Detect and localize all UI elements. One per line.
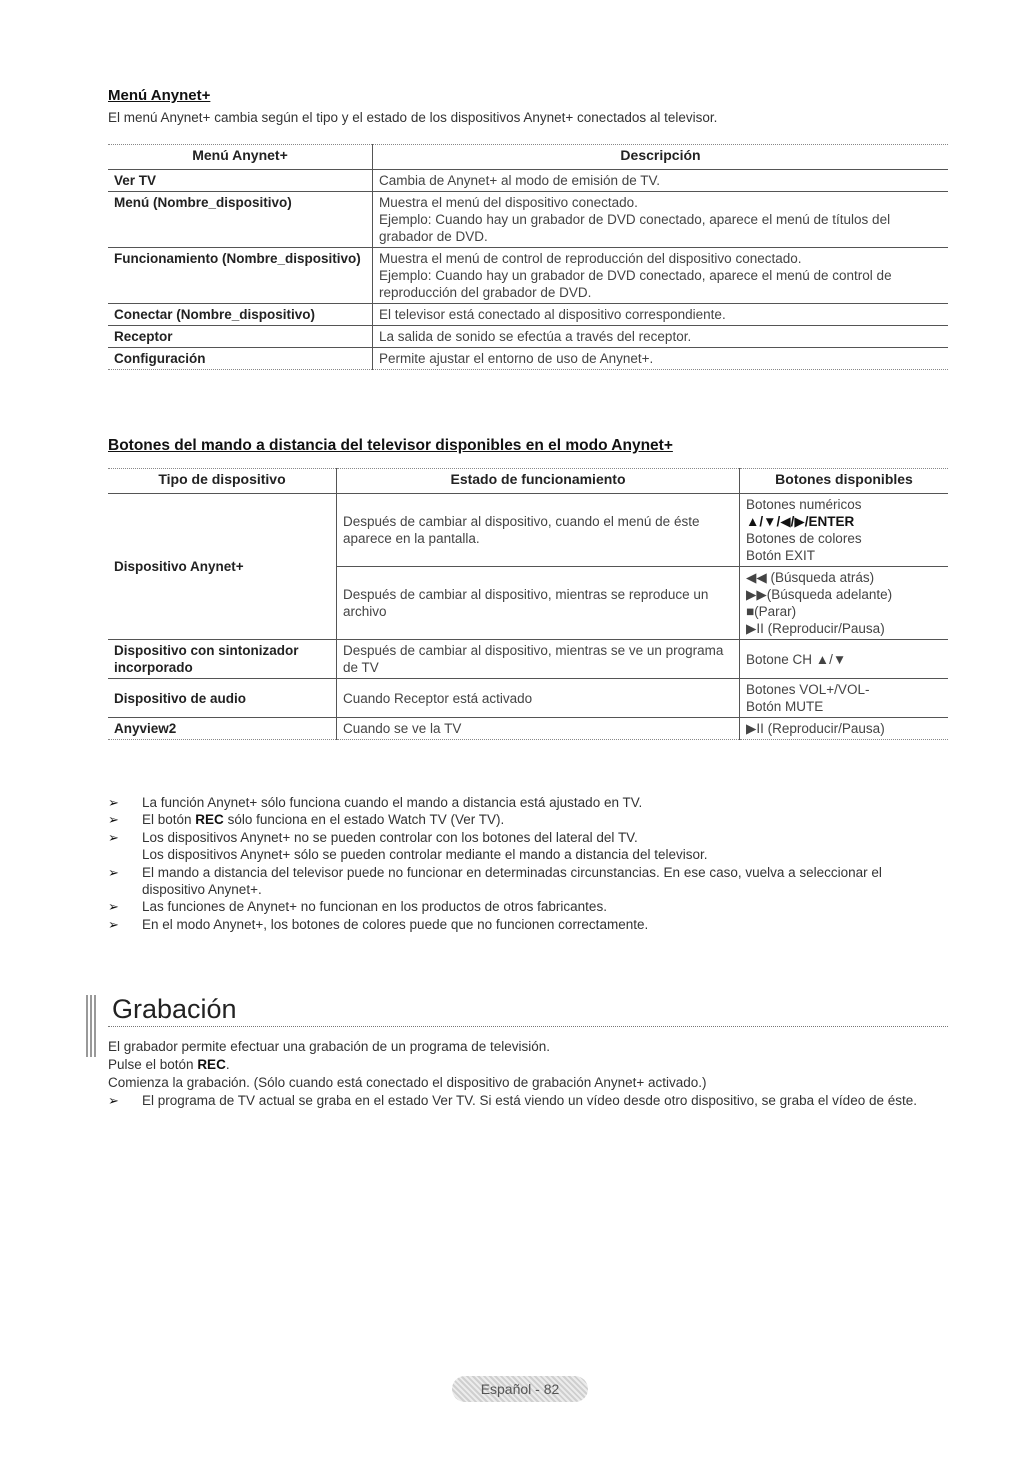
menu-item-description (373, 248, 949, 304)
table-row (108, 326, 948, 348)
col-header-menu: Menú Anynet+ (108, 145, 373, 170)
menu-item-description (373, 192, 949, 248)
table-row (108, 494, 948, 567)
menu-item-description (373, 304, 949, 326)
rec-label: REC (197, 1057, 226, 1072)
button-entry: Botones VOL+/VOL- (746, 682, 870, 697)
table-row (108, 304, 948, 326)
recording-body (108, 1038, 938, 1109)
menu-item-name: Configuración (108, 348, 373, 370)
col-header-buttons: Botones disponibles (740, 469, 949, 494)
button-entry: ▲/▼/◀/▶/ENTER (746, 514, 855, 529)
remote-buttons-table (108, 468, 948, 740)
description-line: Muestra el menú de control de reproducción del dispositivo conectado. (379, 251, 802, 266)
button-entry: ■(Parar) (746, 604, 797, 619)
buttons-section-title: Botones del mando a distancia del televisor disponibles en el modo Anynet+ (108, 437, 673, 454)
menu-section-title: Menú Anynet+ (108, 87, 211, 104)
button-entry: ◀◀ (Búsqueda atrás) (746, 570, 875, 585)
recording-title: Grabación (112, 994, 237, 1024)
menu-item-name: Conectar (Nombre_dispositivo) (108, 304, 373, 326)
button-entry: Botones numéricos (746, 497, 862, 512)
section-marker-icon (86, 995, 100, 1057)
arrow-icon: ➢ (108, 864, 119, 880)
note-text: Las funciones de Anynet+ no funcionan en los productos de otros fabricantes. (142, 899, 607, 915)
menu-item-description (373, 170, 949, 192)
buttons-cell: ▶II (Reproducir/Pausa) (740, 718, 949, 740)
menu-item-name: Ver TV (108, 170, 373, 192)
recording-paragraph: El grabador permite efectuar una grabación de un programa de televisión. (108, 1039, 551, 1054)
table-row (108, 718, 948, 740)
buttons-cell (740, 679, 949, 718)
note-item (108, 829, 938, 846)
button-entry: Botón EXIT (746, 548, 816, 563)
device-type-cell: Anyview2 (108, 718, 337, 740)
text-part: . (225, 1057, 230, 1072)
notes-list (108, 794, 938, 933)
description-line: El televisor está conectado al dispositivo correspondiente. (379, 307, 726, 322)
table-row (108, 679, 948, 718)
note-text: En el modo Anynet+, los botones de colores puede que no funcionen correctamente. (142, 916, 649, 932)
table-row (108, 348, 948, 370)
text-part: Pulse el botón (108, 1057, 198, 1072)
arrow-icon: ➢ (108, 829, 119, 845)
table-header-row (108, 469, 948, 494)
button-entry: ▶▶(Búsqueda adelante) (746, 587, 893, 602)
menu-item-name: Funcionamiento (Nombre_dispositivo) (108, 248, 373, 304)
arrow-icon: ➢ (108, 1093, 119, 1108)
description-line: Ejemplo: Cuando hay un grabador de DVD conectado, aparece el menú de títulos del grabador de DVD. (379, 212, 891, 244)
arrow-icon: ➢ (108, 916, 119, 932)
note-text-part: El botón (142, 812, 196, 828)
table-row (108, 192, 948, 248)
table-row (108, 248, 948, 304)
buttons-cell (740, 494, 949, 567)
device-type-cell: Dispositivo Anynet+ (108, 494, 337, 640)
arrow-icon: ➢ (108, 812, 119, 828)
state-cell: Cuando se ve la TV (337, 718, 740, 740)
buttons-cell (740, 567, 949, 640)
note-item (108, 916, 938, 933)
note-item (108, 811, 938, 828)
menu-item-description (373, 348, 949, 370)
buttons-cell: Botone CH ▲/▼ (740, 640, 949, 679)
note-item (108, 898, 938, 915)
button-entry: Botón MUTE (746, 699, 824, 714)
note-text-part: sólo funciona en el estado Watch TV (Ver TV). (223, 812, 505, 828)
arrow-icon: ➢ (108, 795, 119, 810)
description-line: La salida de sonido se efectúa a través del receptor. (379, 329, 692, 344)
arrow-icon: ➢ (108, 899, 119, 915)
note-text: La función Anynet+ sólo funciona cuando el mando a distancia está ajustado en TV. (142, 795, 643, 810)
button-entry: ▶II (Reproducir/Pausa) (746, 621, 885, 636)
recording-divider (108, 1026, 948, 1027)
note-text: El programa de TV actual se graba en el estado Ver TV. Si está viendo un vídeo desde otro dispositivo, se graba el vídeo de éste. (142, 1093, 917, 1108)
col-header-description: Descripción (373, 145, 949, 170)
menu-item-name: Receptor (108, 326, 373, 348)
state-cell: Después de cambiar al dispositivo, mientras se ve un programa de TV (337, 640, 740, 679)
note-text: El mando a distancia del televisor puede no funcionar en determinadas circunstancias. En ese caso, vuelva a seleccionar el dispositivo Anynet+. (142, 864, 882, 898)
device-type-cell: Dispositivo con sintonizador incorporado (108, 640, 337, 679)
recording-paragraph: Comienza la grabación. (Sólo cuando está conectado el dispositivo de grabación Anynet+ activado.) (108, 1075, 707, 1090)
page-number-badge: Español - 82 (452, 1376, 588, 1402)
description-line: Muestra el menú del dispositivo conectado. (379, 195, 638, 210)
anynet-menu-table (108, 144, 948, 370)
rec-label: REC (195, 812, 224, 828)
note-item (108, 864, 938, 899)
device-type-cell: Dispositivo de audio (108, 679, 337, 718)
col-header-state: Estado de funcionamiento (337, 469, 740, 494)
table-row (108, 170, 948, 192)
description-line: Permite ajustar el entorno de uso de Anynet+. (379, 351, 654, 366)
note-item (108, 1092, 938, 1109)
description-line: Cambia de Anynet+ al modo de emisión de TV. (379, 173, 661, 188)
state-cell: Después de cambiar al dispositivo, cuando el menú de éste aparece en la pantalla. (337, 494, 740, 567)
table-header-row (108, 145, 948, 170)
menu-item-name: Menú (Nombre_dispositivo) (108, 192, 373, 248)
note-item (108, 794, 938, 811)
note-text (142, 811, 504, 828)
state-cell: Después de cambiar al dispositivo, mientras se reproduce un archivo (337, 567, 740, 640)
col-header-device-type: Tipo de dispositivo (108, 469, 337, 494)
table-row (108, 640, 948, 679)
note-text: Los dispositivos Anynet+ no se pueden controlar con los botones del lateral del TV. (142, 829, 638, 845)
state-cell: Cuando Receptor está activado (337, 679, 740, 718)
button-entry: Botones de colores (746, 531, 862, 546)
menu-section-intro: El menú Anynet+ cambia según el tipo y el estado de los dispositivos Anynet+ conectados al televisor. (108, 110, 718, 125)
recording-paragraph (108, 1056, 938, 1074)
note-continuation: Los dispositivos Anynet+ sólo se pueden controlar mediante el mando a distancia del televisor. (142, 847, 708, 863)
description-line: Ejemplo: Cuando hay un grabador de DVD conectado, aparece el menú de control de reproducción del grabador de DVD. (379, 268, 892, 300)
menu-item-description (373, 326, 949, 348)
